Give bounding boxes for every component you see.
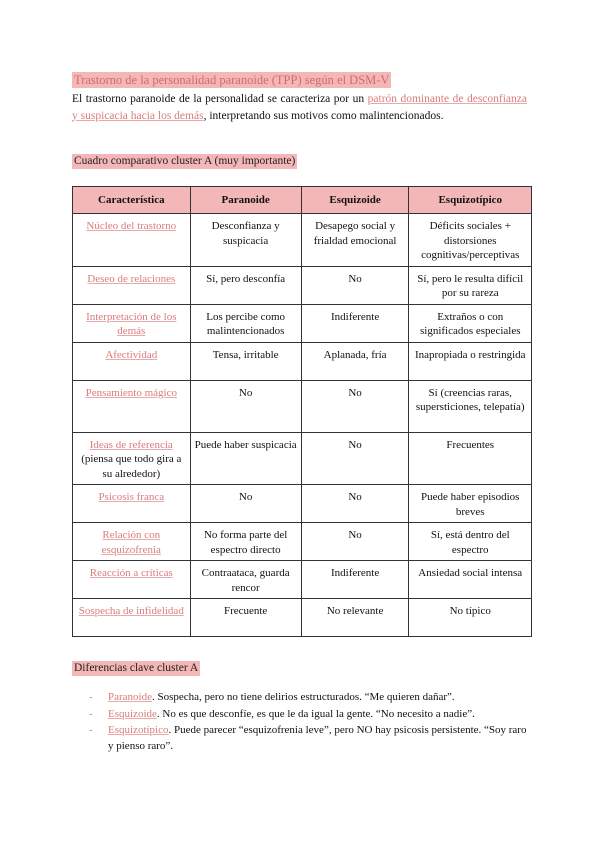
- feature-link[interactable]: Ideas de referencia: [89, 438, 173, 451]
- comparison-table: [72, 186, 532, 637]
- esquizotipico-cell: Sí, pero le resulta difícil por su rareza: [409, 266, 532, 304]
- differences-list: [72, 690, 532, 755]
- difference-text: . Sospecha, pero no tiene delirios estructurados. “Me quieren dañar”.: [151, 691, 455, 703]
- esquizotipico-cell: No típico: [409, 599, 532, 637]
- table-row: [73, 561, 532, 599]
- table-row: [73, 432, 532, 485]
- intro-text-1: El trastorno paranoide de la personalidad se caracteriza por un: [72, 93, 368, 105]
- header-esquizoide: Esquizoide: [301, 187, 409, 214]
- paranoide-cell: Frecuente: [190, 599, 301, 637]
- table-row: [73, 266, 532, 304]
- paranoide-cell: Contraataca, guarda rencor: [190, 561, 301, 599]
- feature-cell: [73, 342, 191, 380]
- feature-cell: [73, 214, 191, 267]
- esquizoide-cell: No relevante: [301, 599, 409, 637]
- esquizoide-cell: Desapego social y frialdad emocional: [301, 214, 409, 267]
- term-link[interactable]: Paranoide: [108, 691, 152, 703]
- esquizotipico-cell: Ansiedad social intensa: [409, 561, 532, 599]
- paranoide-cell: Tensa, irritable: [190, 342, 301, 380]
- esquizotipico-cell: Inapropiada o restringida: [409, 342, 532, 380]
- esquizotipico-cell: Extraños o con significados especiales: [409, 304, 532, 342]
- intro-link[interactable]: patrón dominante de desconfianza y suspicacia hacia los demás: [72, 93, 527, 122]
- esquizoide-cell: No: [301, 432, 409, 485]
- feature-note: (piensa que todo gira a su alrededor): [81, 453, 182, 480]
- esquizoide-cell: No: [301, 485, 409, 523]
- esquizoide-cell: Indiferente: [301, 304, 409, 342]
- difference-text: . Puede parecer “esquizofrenia leve”, pero NO hay psicosis persistente. “Soy raro y pienso raro”.: [108, 724, 527, 752]
- feature-link[interactable]: Deseo de relaciones: [87, 272, 176, 285]
- feature-link[interactable]: Núcleo del trastorno: [86, 220, 177, 232]
- table-row: [73, 523, 532, 561]
- feature-link[interactable]: Psicosis franca: [98, 491, 165, 503]
- table-title: Cuadro comparativo cluster A (muy importante): [74, 155, 296, 167]
- feature-cell: [73, 523, 191, 561]
- list-item: [72, 707, 532, 723]
- header-esquizotipico: Esquizotípico: [409, 187, 532, 214]
- feature-link[interactable]: Reacción a críticas: [89, 567, 173, 579]
- feature-link[interactable]: Sospecha de infidelidad: [78, 605, 184, 617]
- esquizotipico-cell: Puede haber episodios breves: [409, 485, 532, 523]
- bullet-dash: -: [89, 707, 93, 720]
- differences-title: Diferencias clave cluster A: [74, 662, 199, 674]
- feature-cell: [73, 380, 191, 432]
- bullet-dash: -: [89, 724, 93, 736]
- page-title: Trastorno de la personalidad paranoide (TPP) según el DSM-V: [74, 73, 390, 87]
- feature-link[interactable]: Interpretación de los demás: [86, 310, 177, 337]
- header-paranoide: Paranoide: [190, 187, 301, 214]
- table-row: [73, 304, 532, 342]
- table-row: [73, 380, 532, 432]
- esquizotipico-cell: Déficits sociales + distorsiones cognitivas/perceptivas: [409, 214, 532, 267]
- paranoide-cell: Sí, pero desconfía: [190, 266, 301, 304]
- feature-link[interactable]: Pensamiento mágico: [85, 386, 177, 399]
- paranoide-cell: Puede haber suspicacia: [190, 432, 301, 485]
- table-header-row: [73, 187, 532, 214]
- esquizoide-cell: Indiferente: [301, 561, 409, 599]
- difference-text: . No es que desconfíe, es que le da igual la gente. “No necesito a nadie”.: [156, 707, 475, 720]
- esquizoide-cell: No: [301, 266, 409, 304]
- esquizotipico-cell: Frecuentes: [409, 432, 532, 485]
- table-row: [73, 214, 532, 267]
- paranoide-cell: No: [190, 380, 301, 432]
- table-row: [73, 342, 532, 380]
- feature-cell: [73, 485, 191, 523]
- paranoide-cell: Desconfianza y suspicacia: [190, 214, 301, 267]
- paranoide-cell: No: [190, 485, 301, 523]
- esquizotipico-cell: Sí (creencias raras, supersticiones, telepatía): [409, 380, 532, 432]
- table-row: [73, 599, 532, 637]
- esquizotipico-cell: Sí, está dentro del espectro: [409, 523, 532, 561]
- esquizoide-cell: Aplanada, fría: [301, 342, 409, 380]
- feature-link[interactable]: Afectividad: [105, 348, 158, 361]
- feature-cell: [73, 432, 191, 485]
- table-row: [73, 485, 532, 523]
- intro-text-2: , interpretando sus motivos como malintencionados.: [203, 109, 444, 122]
- feature-cell: [73, 266, 191, 304]
- feature-link[interactable]: Relación con esquizofrenia: [101, 529, 161, 556]
- feature-cell: [73, 599, 191, 637]
- feature-cell: [73, 561, 191, 599]
- esquizoide-cell: No: [301, 380, 409, 432]
- esquizoide-cell: No: [301, 523, 409, 561]
- list-item: [72, 723, 532, 754]
- term-link[interactable]: Esquizoide: [108, 707, 157, 720]
- list-item: [72, 690, 532, 706]
- bullet-dash: -: [89, 691, 93, 703]
- header-caracteristica: Característica: [73, 187, 191, 214]
- paranoide-cell: No forma parte del espectro directo: [190, 523, 301, 561]
- term-link[interactable]: Esquizotípico: [108, 724, 169, 736]
- intro-paragraph: [72, 91, 527, 124]
- feature-cell: [73, 304, 191, 342]
- paranoide-cell: Los percibe como malintencionados: [190, 304, 301, 342]
